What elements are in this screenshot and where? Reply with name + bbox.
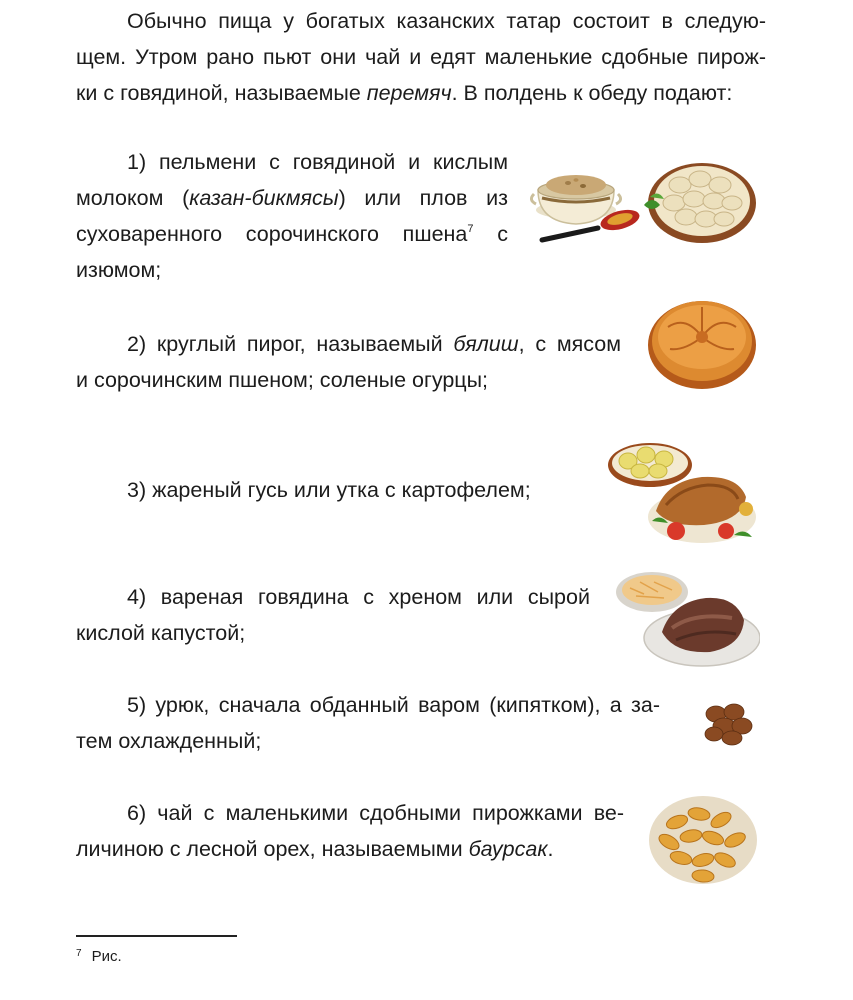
- dried-apricots-image: [700, 700, 756, 748]
- list-item-2: 2) круглый пирог, называемый бялиш, с мясом и сорочинским пшеном; соленые огурцы;: [76, 332, 621, 392]
- list-item-5: 5) урюк, сначала обданный варом (кипятком), а за- тем охлажденный;: [76, 693, 660, 753]
- intro-paragraph: [76, 3, 766, 111]
- dumplings-image: [640, 155, 758, 247]
- footnote-text: Рис.: [91, 948, 122, 965]
- intro-line-1: Обычно пища у богатых казанских татар состоит в следую-: [127, 9, 766, 33]
- boiled-beef-image: [614, 568, 760, 670]
- list-item-1: 1) пельмени с говядиной и кислым молоком (казан-бикмясы) или плов из суховаренного сорочинского пшена$^7$ с изюмом;: [76, 150, 508, 282]
- footnote-divider: [76, 935, 237, 937]
- list-item-6: 6) чай с маленькими сдобными пирожками ве- личиною с лесной орех, называемыми баурсак.: [76, 801, 624, 861]
- list-item-4: 4) вареная говядина с хреном или сырой кислой капустой;: [76, 585, 590, 645]
- footnote-number: 7: [76, 948, 82, 959]
- footnote: [76, 946, 122, 968]
- footnote-ref: 7: [467, 223, 474, 235]
- roast-goose-image: [606, 435, 758, 550]
- pie-image: [646, 293, 758, 391]
- intro-line-3: ки с говядиной, называемые перемяч. В полдень к обеду подают:: [76, 81, 733, 105]
- intro-line-2: щем. Утром рано пьют они чай и едят маленькие сдобные пирож-: [76, 45, 766, 69]
- baursak-image: [647, 788, 759, 888]
- pilaf-bowl-image: [528, 160, 643, 245]
- list-item-3: 3) жареный гусь или утка с картофелем;: [127, 478, 531, 502]
